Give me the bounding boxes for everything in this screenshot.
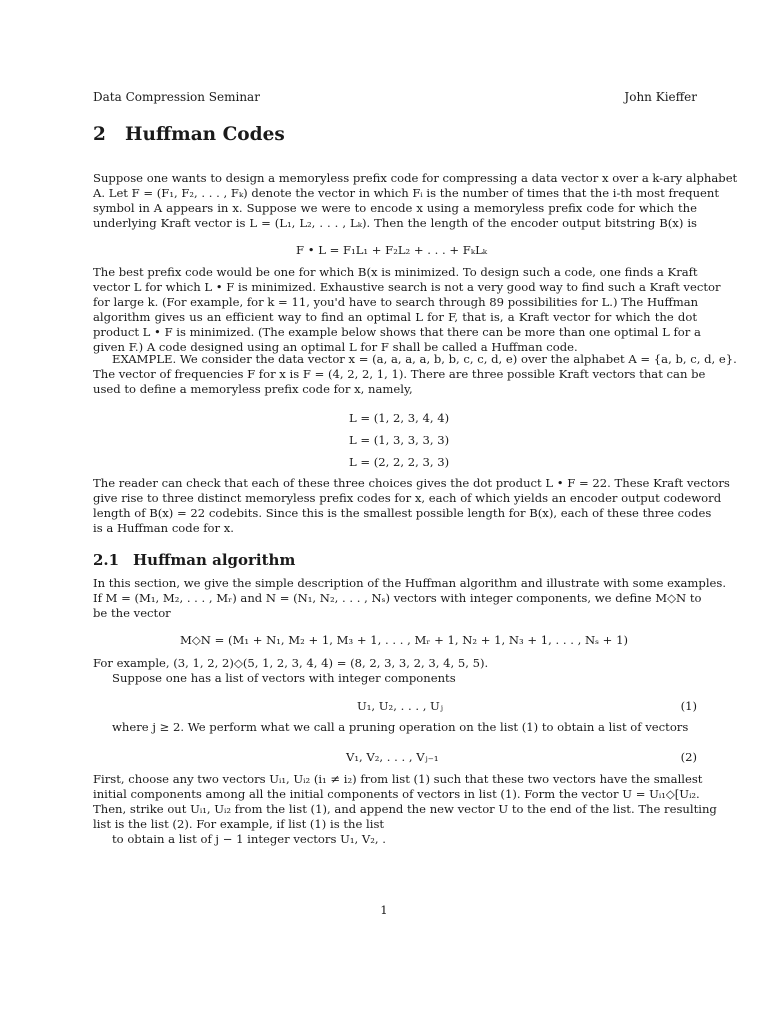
text-line: be the vector (93, 606, 171, 620)
text-line: to obtain a list of j − 1 integer vectors U₁, V₂, . (112, 832, 386, 846)
text-line: length of B(x) = 22 codebits. Since this is the smallest possible length for B(x), each of these three codes (93, 506, 712, 520)
section-title: Huffman Codes (125, 124, 285, 145)
paragraph-example-diamond (93, 656, 697, 686)
paragraph-intro (93, 171, 738, 231)
text-line: vector L for which L • F is minimized. Exhaustive search is not a very good way to find such a Kraft vector (93, 280, 721, 294)
paragraph-pruning-steps (93, 772, 717, 832)
paragraph-trailing (112, 832, 697, 847)
subsection-title: Huffman algorithm (133, 551, 296, 569)
subsection-number: 2.1 (93, 551, 120, 569)
text-line: algorithm gives us an efficient way to find an optimal L for F, that is, a Kraft vector for which the dot (93, 310, 697, 324)
text-line: A. Let F = (F₁, F₂, . . . , Fₖ) denote the vector in which Fᵢ is the number of times that the i-th most frequent (93, 186, 720, 200)
text-line: First, choose any two vectors Uᵢ₁, Uᵢ₂ (i₁ ≠ i₂) from list (1) such that these two vectors have the smallest (93, 772, 703, 786)
text-line: The best prefix code would be one for which B(x is minimized. To design such a code, one finds a Kraft (93, 265, 698, 279)
text-line: Suppose one wants to design a memoryless prefix code for compressing a data vector x over a k-ary alphabet (93, 171, 738, 185)
equation-number: (1) (680, 699, 697, 713)
section-heading (93, 124, 285, 145)
paragraph-example (93, 352, 737, 397)
subsection-heading (93, 551, 295, 569)
paragraph-pruning (112, 720, 697, 735)
text-line: is a Huffman code for x. (93, 521, 234, 535)
text-line: give rise to three distinct memoryless prefix codes for x, each of which yields an encoder output codeword (93, 491, 722, 505)
kraft-vector: L = (2, 2, 2, 3, 3) (349, 455, 450, 469)
paragraph-algorithm-intro (93, 576, 727, 621)
text-line: For example, (3, 1, 2, 2)◇(5, 1, 2, 3, 4, 4) = (8, 2, 3, 3, 2, 3, 4, 5, 5). (93, 656, 489, 670)
text-line: where j ≥ 2. We perform what we call a pruning operation on the list (1) to obtain a list of vectors (112, 720, 689, 734)
text-line: product L • F is minimized. (The example below shows that there can be more than one optimal L for a (93, 325, 701, 339)
text-line: initial components among all the initial components of vectors in list (1). Form the vector U = Uᵢ₁◇[Uᵢ₂. (93, 787, 700, 801)
text-line: symbol in A appears in x. Suppose we were to encode x using a memoryless prefix code for which the (93, 201, 697, 215)
equation-list-v: V₁, V₂, . . . , Vⱼ₋₁ (346, 750, 439, 764)
page-number: 1 (380, 903, 388, 917)
text-line: used to define a memoryless prefix code for x, namely, (93, 382, 413, 396)
text-line: In this section, we give the simple description of the Huffman algorithm and illustrate with some examples. (93, 576, 727, 590)
text-line: Suppose one has a list of vectors with integer components (112, 671, 456, 685)
text-line: The vector of frequencies F for x is F = (4, 2, 2, 1, 1). There are three possible Kraft vectors that can be (93, 367, 706, 381)
equation-diamond-operation: M◇N = (M₁ + N₁, M₂ + 1, M₃ + 1, . . . , Mᵣ + 1, N₂ + 1, N₃ + 1, . . . , Nₛ + 1) (180, 633, 628, 647)
text-line: list is the list (2). For example, if list (1) is the list (93, 817, 385, 831)
section-number: 2 (93, 124, 106, 145)
running-header-left: Data Compression Seminar (93, 90, 260, 104)
text-line: The reader can check that each of these three choices gives the dot product L • F = 22. These Kraft vectors (93, 476, 730, 490)
equation-dot-product: F • L = F₁L₁ + F₂L₂ + . . . + FₖLₖ (296, 243, 487, 257)
text-line: If M = (M₁, M₂, . . . , Mᵣ) and N = (N₁, N₂, . . . , Nₛ) vectors with integer components, we define M◇N to (93, 591, 702, 605)
kraft-vector: L = (1, 2, 3, 4, 4) (349, 411, 450, 425)
paragraph-best-code (93, 265, 721, 355)
equation-list-u: U₁, U₂, . . . , Uⱼ (357, 699, 443, 713)
text-line: underlying Kraft vector is L = (L₁, L₂, . . . , Lₖ). Then the length of the encoder output bitstring B(x) is (93, 216, 697, 230)
text-line: for large k. (For example, for k = 11, you'd have to search through 89 possibilities for L.) The Huffman (93, 295, 699, 309)
text-line: EXAMPLE. We consider the data vector x = (a, a, a, a, b, b, c, c, d, e) over the alphabet A = {a, b, c, d, e}. (112, 352, 737, 366)
kraft-vector: L = (1, 3, 3, 3, 3) (349, 433, 450, 447)
text-line: given F.) A code designed using an optimal L for F shall be called a Huffman code. (93, 340, 578, 354)
paragraph-dot-product (93, 476, 730, 536)
running-header-right: John Kieffer (624, 90, 697, 104)
text-line: Then, strike out Uᵢ₁, Uᵢ₂ from the list (1), and append the new vector U to the end of the list. The resulting (93, 802, 717, 816)
equation-number: (2) (680, 750, 697, 764)
